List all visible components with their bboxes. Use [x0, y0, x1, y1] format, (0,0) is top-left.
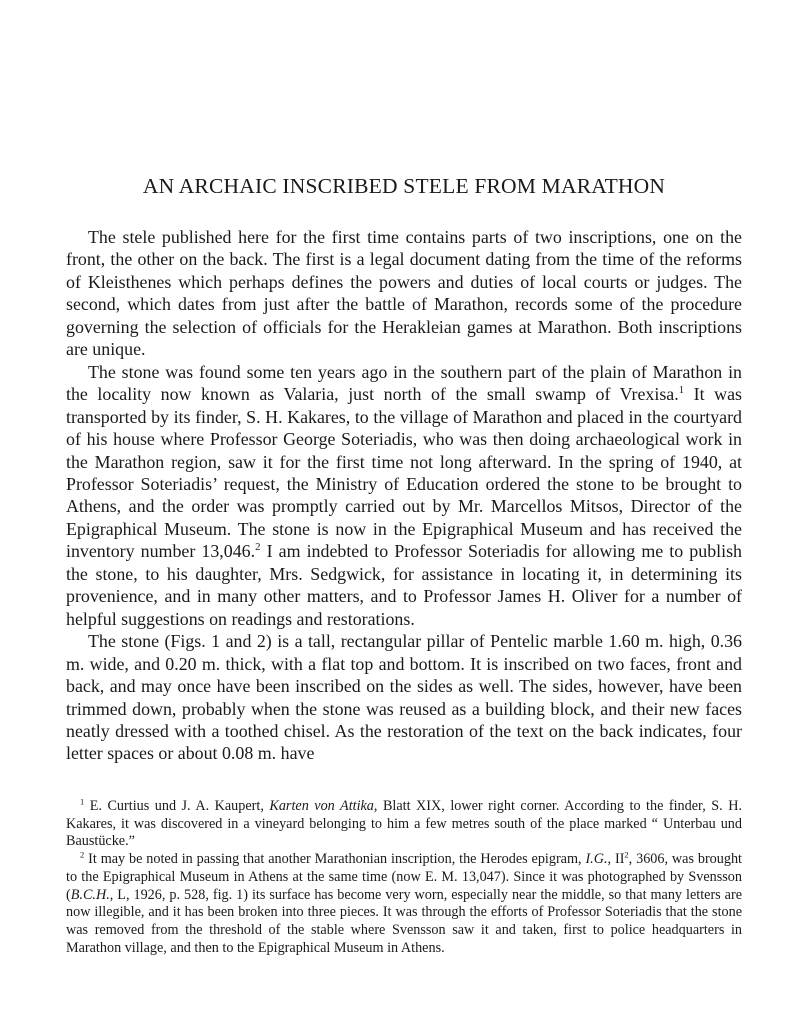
paragraph-text: I am indebted to Professor Soteriadis for allowing me to publish the stone, to his daughter, Mrs. Sedgwick, for assistance in locating it, in determining its provenience, and in many other matters, and to Professor James H. Oliver for a number of helpful suggestions on readings and restorations. [66, 541, 742, 629]
footnote-text: It may be noted in passing that another Marathonian inscription, the Herodes epigram, [84, 851, 586, 868]
paragraph-discovery [66, 361, 742, 630]
footnote-mark: 2 [80, 849, 85, 860]
footnote-text: E. Curtius und J. A. Kaupert, [84, 798, 270, 814]
footnote-text: , L, 1926, p. 528, fig. 1) its surface has become very worn, especially near the middle, so that many letters are now illegible, and it has been broken into three pieces. It was through the efforts of Professor Soteriadis that the stone was removed from the threshold of the stable where Svensson saw it and taken, first to police headquarters in Marathon village, and then to the Epigraphical Museum in Athens. [66, 886, 742, 956]
footnote-ref[interactable]: 1 [678, 384, 685, 397]
paragraph-intro [66, 226, 742, 361]
paragraph-text: It was transported by its finder, S. H. Kakares, to the village of Marathon and placed in the courtyard of his house where Professor George Soteriadis, who was then doing archaeological work in the Marathon region, saw it for the first time not long afterward. In the spring of 1940, at Professor Soteriadis’ request, the Ministry of Education ordered the stone to be brought to Athens, and the order was promptly carried out by Mr. Marcellos Mitsos, Director of the Epigraphical Museum. The stone is now in the Epigraphical Museum and has received the inventory number 13,046. [66, 384, 743, 562]
paragraph-text: The stone (Figs. 1 and 2) is a tall, rectangular pillar of Pentelic marble 1.60 m. high, 0.36 m. wide, and 0.20 m. thick, with a flat top and bottom. It is inscribed on two faces, front and back, and may once have been inscribed on the sides as well. The sides, however, have been trimmed down, probably when the stone was reused as a building block, and their new faces neatly dressed with a toothed chisel. As the restoration of the text on the back indicates, four letter spaces or about 0.08 m. have [66, 631, 742, 764]
footnote-text: , Blatt XIX, lower right corner. According to the finder, S. H. Kakares, it was discovered in a vineyard belonging to him a few metres south of the place marked “ Unterbau und Baustücke.” [66, 798, 742, 850]
footnote-citation: I.G. [585, 851, 608, 868]
paragraph-text: The stone was found some ten years ago in the southern part of the plain of Marathon in the locality now known as Valaria, just north of the small swamp of Vrexisa. [66, 361, 742, 405]
footnotes [66, 798, 742, 957]
paragraph-text: The stele published here for the first time contains parts of two inscriptions, one on the front, the other on the back. The first is a legal document dating from the time of the reforms of Kleisthenes which perhaps defines the powers and duties of local courts or judges. The second, which dates from just after the battle of Marathon, records some of the procedure governing the selection of officials for the Herakleian games at Marathon. Both inscriptions are unique. [66, 227, 742, 360]
footnote-2 [66, 851, 742, 957]
article-title: AN ARCHAIC INSCRIBED STELE FROM MARATHON [142, 174, 666, 198]
footnote-ref[interactable]: 2 [255, 541, 261, 554]
footnote-superscript: 2 [624, 849, 629, 860]
body-text [66, 226, 742, 765]
footnote-citation: B.C.H. [70, 886, 110, 903]
footnote-1 [66, 798, 742, 851]
footnote-text: , II [607, 851, 625, 868]
footnote-citation: Karten von Attika [269, 798, 374, 814]
footnote-text: , 3606, was brought to the Epigraphical Museum in Athens at the same time (now E. M. 13,047). Since it was photographed by Svensson ( [66, 851, 743, 903]
paragraph-description [66, 630, 742, 765]
footnote-mark: 1 [80, 796, 85, 807]
